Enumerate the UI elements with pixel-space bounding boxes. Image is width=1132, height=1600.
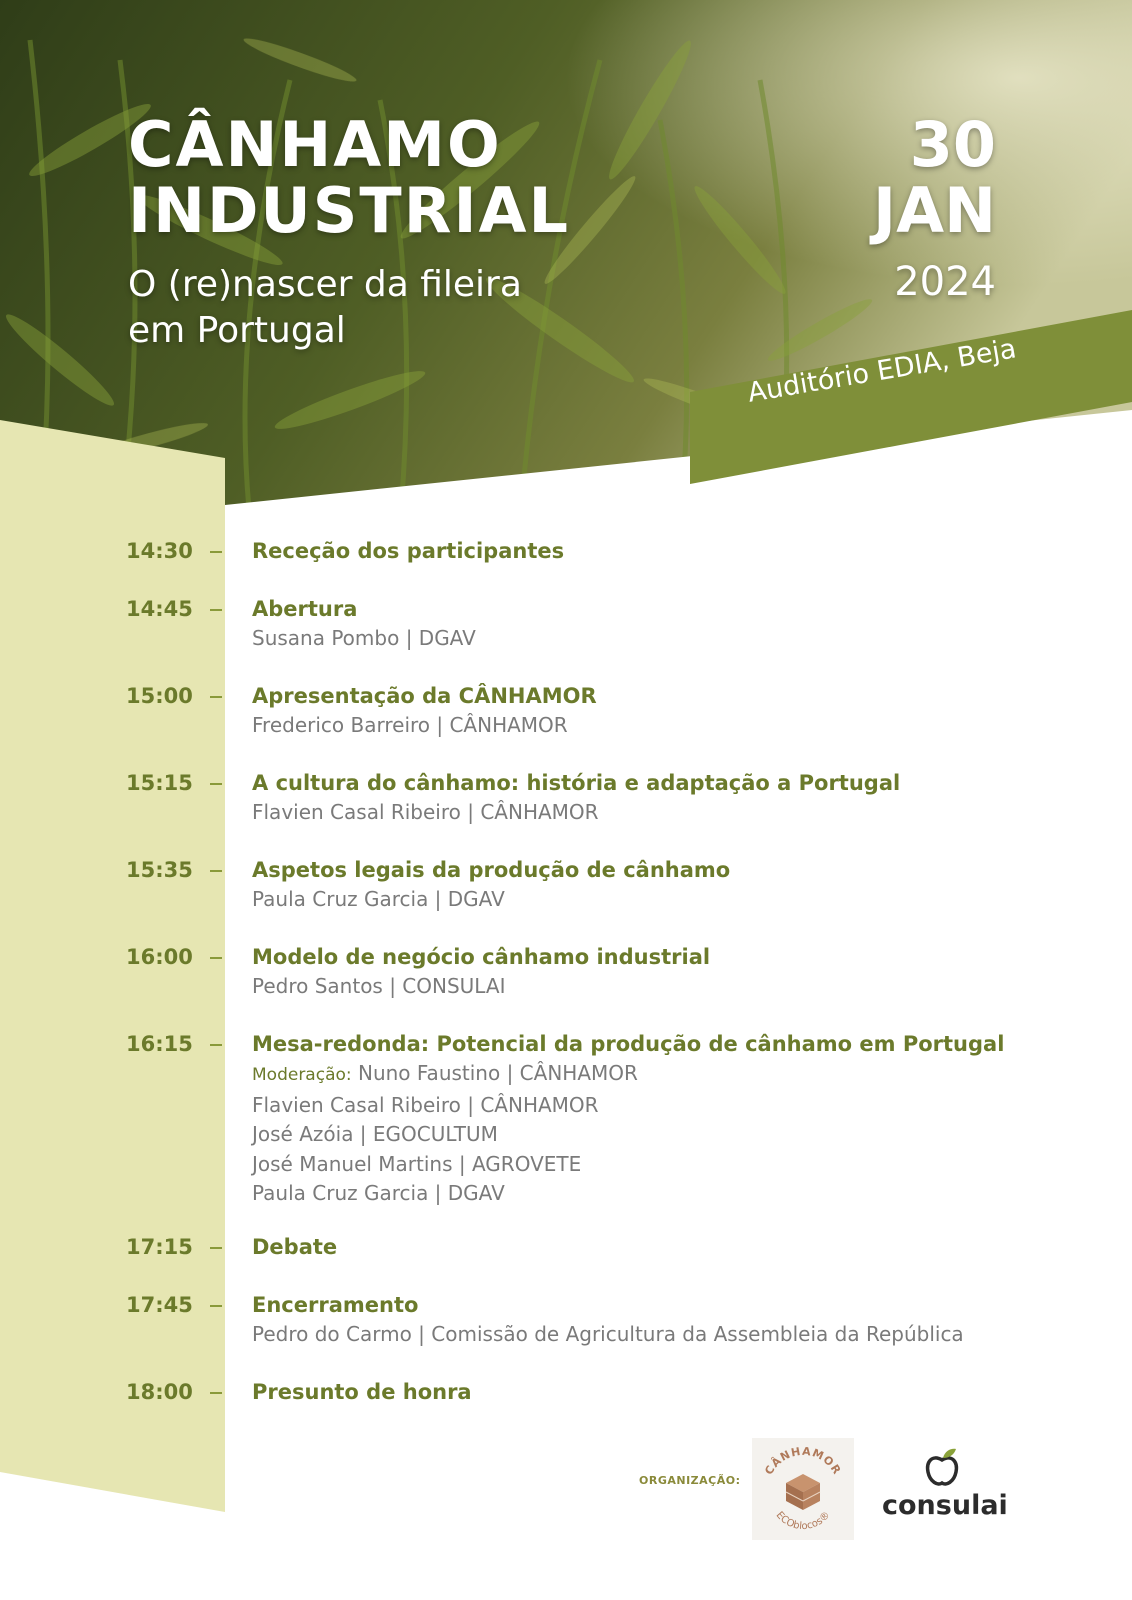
agenda-time: 16:15 [126,1032,193,1056]
agenda-content [252,768,1112,828]
agenda-speaker: Flavien Casal Ribeiro | CÂNHAMOR [252,800,599,824]
time-dash [210,1392,222,1394]
time-dash [210,609,222,611]
time-dash [210,1044,222,1046]
agenda-content [252,855,1112,915]
agenda-item [0,594,1132,681]
venue-label: Auditório EDIA, Beja [745,333,1019,409]
title-line-2: INDUSTRIAL [128,174,571,247]
agenda-item [0,1290,1132,1377]
agenda-speaker: Pedro do Carmo | Comissão de Agricultura da Assembleia da República [252,1322,964,1346]
moderator-line [252,1059,1112,1091]
time-dash [210,1305,222,1307]
agenda-title: Aspetos legais da produção de cânhamo [252,858,731,882]
agenda-speaker: Pedro Santos | CONSULAI [252,974,506,998]
moderation-label: Moderação: [252,1065,352,1085]
apple-icon [882,1446,1002,1490]
time-dash [210,870,222,872]
agenda-item [0,1232,1132,1290]
agenda-title: Modelo de negócio cânhamo industrial [252,945,711,969]
date-year: 2024 [894,259,996,305]
agenda-time: 16:00 [126,945,193,969]
date-day: 30 [909,108,996,181]
agenda-speaker: Flavien Casal Ribeiro | CÂNHAMOR [252,1092,599,1117]
hero-banner [0,0,1132,520]
agenda-title: Presunto de honra [252,1380,472,1404]
agenda-speaker: Susana Pombo | DGAV [252,626,476,650]
agenda-time: 14:45 [126,597,193,621]
agenda-time: 15:35 [126,858,193,882]
agenda-item [0,942,1132,1029]
agenda-content [252,1377,1112,1407]
time-dash [210,783,222,785]
agenda-item [0,855,1132,942]
agenda-speaker: Paula Cruz Garcia | DGAV [252,887,505,911]
agenda-title: Mesa-redonda: Potencial da produção de cânhamo em Portugal [252,1032,1005,1056]
agenda-title: A cultura do cânhamo: história e adaptação a Portugal [252,771,901,795]
agenda-time: 15:00 [126,684,193,708]
agenda-time: 17:15 [126,1235,193,1259]
event-date [873,108,996,312]
agenda-title: Encerramento [252,1293,419,1317]
agenda-speaker: José Azóia | EGOCULTUM [252,1122,498,1146]
time-dash [210,1247,222,1249]
agenda-item [0,681,1132,768]
agenda-content [252,536,1112,566]
time-dash [210,957,222,959]
agenda-list [0,536,1132,1417]
agenda-content [252,1290,1112,1350]
time-dash [210,551,222,553]
title-line-1: CÂNHAMO [128,108,502,181]
agenda-content [252,1232,1112,1262]
consulai-logo-text: consulai [882,1490,1008,1521]
agenda-speaker: José Manuel Martins | AGROVETE [252,1151,582,1176]
agenda-item [0,536,1132,594]
agenda-content [252,1029,1112,1209]
event-subtitle [128,262,522,354]
logo1-arc-top: CÂNHAMOR [762,1444,844,1478]
canhamor-ecoblocos-logo [752,1438,854,1540]
moderator-name: Nuno Faustino | CÂNHAMOR [357,1061,638,1085]
agenda-time: 18:00 [126,1380,193,1404]
agenda-title: Abertura [252,597,358,621]
agenda-item [0,768,1132,855]
agenda-content [252,942,1112,1002]
agenda-title: Debate [252,1235,338,1259]
logo1-arc-bottom: ECOblocos® [773,1509,833,1533]
agenda-title: Apresentação da CÂNHAMOR [252,684,597,708]
subtitle-line-2: em Portugal [128,310,346,351]
organization-label: ORGANIZAÇÃO: [639,1474,741,1487]
agenda-title: Receção dos participantes [252,539,565,563]
agenda-speaker: Frederico Barreiro | CÂNHAMOR [252,713,568,737]
agenda-speaker: Paula Cruz Garcia | DGAV [252,1181,505,1205]
agenda-time: 15:15 [126,771,193,795]
date-month: JAN [873,174,996,247]
agenda-content [252,594,1112,654]
agenda-content [252,681,1112,741]
agenda-time: 14:30 [126,539,193,563]
agenda-item [0,1029,1132,1232]
subtitle-line-1: O (re)nascer da fileira [128,264,522,305]
agenda-item [0,1377,1132,1417]
time-dash [210,696,222,698]
agenda-time: 17:45 [126,1293,193,1317]
consulai-logo [882,1446,1008,1526]
event-title [128,108,571,247]
